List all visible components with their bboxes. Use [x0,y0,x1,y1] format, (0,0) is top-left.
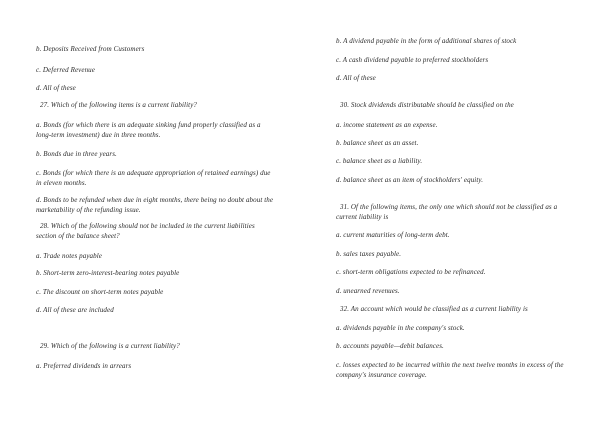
option-c-q31: c. short-term obligations expected to be refinanced. [336,268,486,276]
option-d-q27: d. Bonds to be refunded when due in eight months, there being no doubt about the marketability of the refunding issue. [36,196,274,214]
option-a-q32: a. dividends payable in the company's stock. [336,324,465,332]
option-d-q31: d. unearned revenues. [336,287,400,295]
option-b-q30: b. balance sheet as an asset. [336,139,419,147]
option-a-q27: a. Bonds (for which there is an adequate sinking fund properly classified as a long-term investment) due in three months. [36,121,261,139]
option-a-q30: a. income statement as an expense. [336,121,438,129]
option-c-q29: c. A cash dividend payable to preferred stockholders [336,56,489,64]
option-b-q32: b. accounts payable—debit balances. [336,342,444,350]
option-b-q28: b. Short-term zero-interest-bearing notes payable [36,269,180,277]
option-c-q32: c. losses expected to be incurred within the next twelve months in excess of the company's insurance coverage. [336,361,564,379]
option-d-q28: d. All of these are included [36,306,114,314]
question-30: 30. Stock dividends distributable should be classified on the [340,101,514,109]
option-a-q28: a. Trade notes payable [36,252,102,260]
option-c-q28: c. The discount on short-term notes payable [36,288,164,296]
option-a-q31: a. current maturities of long-term debt. [336,231,450,239]
question-32: 32. An account which would be classified as a current liability is [340,305,528,313]
option-d-q29: d. All of these [336,74,376,82]
question-29: 29. Which of the following is a current liability? [40,342,180,350]
question-27: 27. Which of the following items is a current liability? [40,101,197,109]
option-b-q26: b. Deposits Received from Customers [36,45,145,53]
option-b-q31: b. sales taxes payable. [336,250,402,258]
option-a-q29: a. Preferred dividends in arrears [36,362,132,370]
option-b-q27: b. Bonds due in three years. [36,150,117,158]
option-d-q26: d. All of these [36,84,76,92]
option-c-q26: c. Deferred Revenue [36,66,95,74]
option-c-q30: c. balance sheet as a liability. [336,157,423,165]
question-28: 28. Which of the following should not be included in the current liabilities section of the balance sheet? [36,222,255,240]
option-b-q29: b. A dividend payable in the form of additional shares of stock [336,37,517,45]
option-d-q30: d. balance sheet as an item of stockholders' equity. [336,176,484,184]
option-c-q27: c. Bonds (for which there is an adequate appropriation of retained earnings) due in eleven months. [36,169,271,187]
question-31: 31. Of the following items, the only one which should not be classified as a current liability is [336,203,558,221]
